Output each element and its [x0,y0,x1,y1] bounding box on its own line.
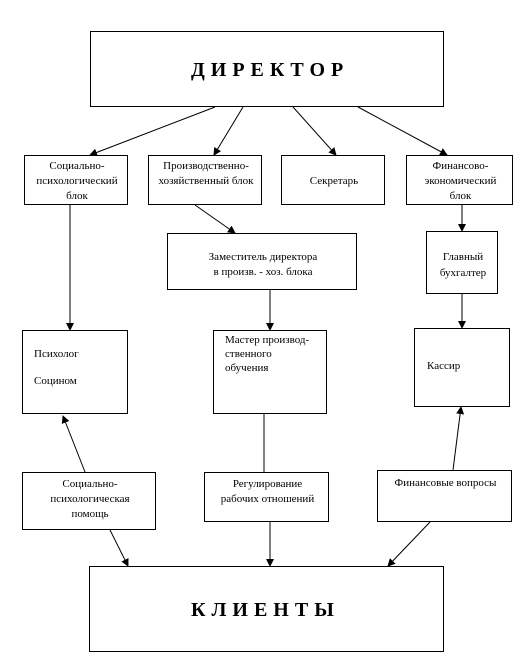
finance-block-line-1: Финансово- [432,160,489,172]
secretary-block [281,155,385,205]
socionom-label: Социном [34,375,77,387]
master-box [213,330,327,414]
clients-box [89,566,444,652]
cashier-label: Кассир [427,360,461,372]
psychologist-label: Психолог [34,348,79,360]
labor-line-1: Регулирование [232,478,303,490]
social-block [24,155,128,205]
finance-questions-box [377,470,512,522]
master-line-2: ственного [225,348,272,360]
accountant-line-2: бухгалтер [439,267,487,279]
arrow-socialhelp-psych [63,416,85,472]
deputy-director-box [167,233,357,290]
social-help-line-1: Социально- [62,478,118,490]
social-help-line-2: психологическая [50,493,130,505]
secretary-block-label: Секретарь [309,175,359,187]
clients-title: КЛИЕНТЫ [191,599,340,621]
social-block-line-3: блок [66,190,88,202]
finance-block-line-2: экономический [424,175,497,187]
production-block-line-2: хозяйственный блок [158,175,254,187]
cashier-box [414,328,510,407]
master-line-3: обучения [225,362,269,374]
finance-block-line-3: блок [449,190,472,202]
social-help-box [22,472,156,530]
deputy-line-2: в произв. - хоз. блока [213,266,313,278]
labor-line-2: рабочих отношений [220,493,315,505]
psychologist-box [22,330,128,414]
production-block-line-1: Производственно- [163,160,249,172]
production-block [148,155,262,205]
director-title: ДИРЕКТОР [191,59,350,81]
finance-questions-label: Финансовые вопросы [394,477,497,489]
social-block-line-1: Социально- [49,160,105,172]
labor-regulation-box [204,472,329,522]
arrow-director-social [90,107,215,155]
arrow-financeq-clients [388,522,430,566]
master-line-1: Мастер производ- [225,334,310,346]
director-box [90,31,444,107]
deputy-line-1: Заместитель директора [208,251,318,263]
social-help-line-3: помощь [71,508,109,520]
accountant-line-1: Главный [442,251,484,263]
arrow-socialhelp-clients [110,530,128,566]
finance-block [406,155,513,205]
arrow-director-secretary [293,107,336,155]
social-block-line-2: психологический [36,175,118,187]
arrow-director-production [214,107,243,155]
arrow-production-deputy [195,205,235,233]
arrow-director-finance [358,107,447,155]
arrow-financeq-cashier [453,407,461,470]
chief-accountant-box [426,231,498,294]
